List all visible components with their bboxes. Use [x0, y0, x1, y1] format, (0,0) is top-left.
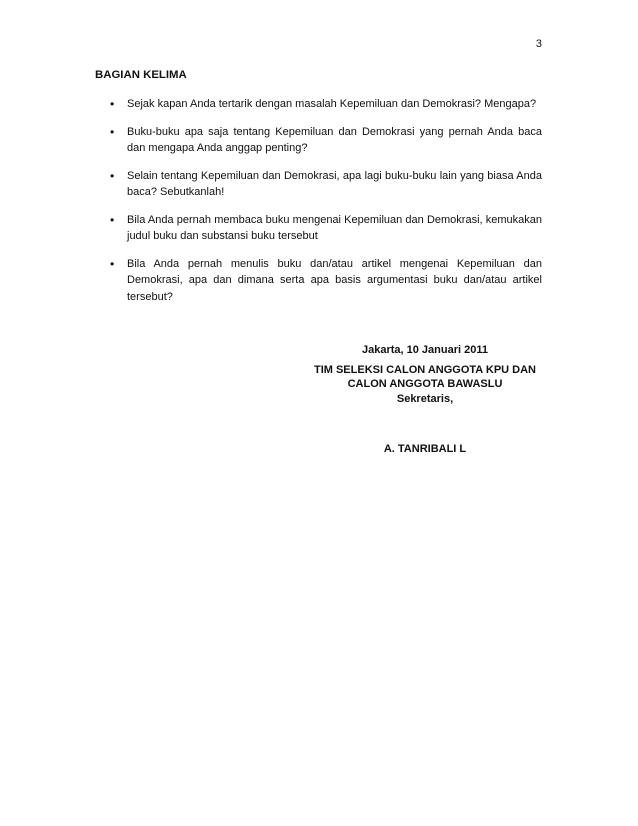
signature-place-date: Jakarta, 10 Januari 2011 [362, 344, 488, 356]
question-list [95, 96, 542, 316]
signature-name: A. TANRIBALI L [383, 443, 467, 455]
signature-role: Sekretaris, [396, 392, 454, 405]
signature-organization-line2: CALON ANGGOTA BAWASLU [347, 378, 503, 390]
question-item: • Bila Anda pernah membaca buku mengenai Kepemiluan dan Demokrasi, kemukakan judul buku dan substansi buku tersebut [95, 212, 542, 245]
page-number: 3 [535, 38, 542, 50]
question-item: • Buku-buku apa saja tentang Kepemiluan dan Demokrasi yang pernah Anda baca dan mengapa Anda anggap penting? [95, 124, 542, 157]
question-item: • Selain tentang Kepemiluan dan Demokrasi, apa lagi buku-buku lain yang biasa Anda baca? Sebutkanlah! [95, 168, 542, 201]
question-item: • Sejak kapan Anda tertarik dengan masalah Kepemiluan dan Demokrasi? Mengapa? [95, 96, 542, 113]
signature-block [300, 343, 550, 457]
question-item: • Bila Anda pernah menulis buku dan/atau artikel mengenai Kepemiluan dan Demokrasi, apa dan dimana serta apa basis argumentasi buku dan/atau artikel tersebut? [95, 256, 542, 306]
section-heading: BAGIAN KELIMA [95, 69, 187, 81]
signature-organization-line1: TIM SELEKSI CALON ANGGOTA KPU DAN [313, 363, 537, 376]
